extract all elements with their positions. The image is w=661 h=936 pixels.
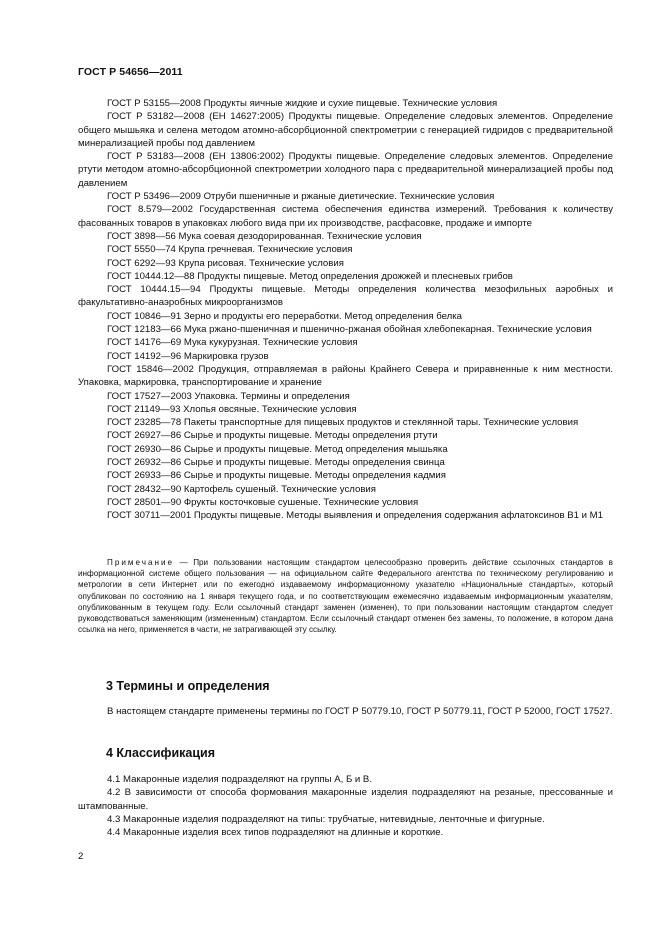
reference-item: ГОСТ 10444.15—94 Продукты пищевые. Методы определения количества мезофильных аэробных и факультативно-анаэробных микроорганизмов (78, 284, 613, 309)
reference-item: ГОСТ 30711—2001 Продукты пищевые. Методы выявления и определения содержания афлатоксинов В1 и М1 (107, 510, 603, 522)
reference-item: ГОСТ 12183—66 Мука ржано-пшеничная и пшенично-ржаная обойная хлебопекарная. Технические условия (107, 324, 592, 336)
reference-item: ГОСТ 23285—78 Пакеты транспортные для пищевых продуктов и стеклянной тары. Технические условия (107, 417, 579, 429)
reference-item: ГОСТ 8.579—2002 Государственная система обеспечения единства измерений. Требования к количеству фасованных товаров в упаковках любого вида при их производстве, расфасовке, продаже и импорте (78, 204, 613, 229)
reference-item: ГОСТ 17527—2003 Упаковка. Термины и определения (107, 390, 350, 402)
reference-item: ГОСТ 14176—69 Мука кукурузная. Технические условия (107, 337, 358, 349)
clause-item: 4.2 В зависимости от способа формования макаронные изделия подразделяют на резаные, прессованные и штампованные. (78, 787, 613, 812)
section-4-heading: 4 Классификация (106, 746, 216, 760)
reference-item: ГОСТ 10444.12—88 Продукты пищевые. Метод определения дрожжей и плесневых грибов (107, 270, 513, 282)
reference-item: ГОСТ 15846—2002 Продукция, отправляемая в районы Крайнего Севера и приравненные к ним местности. Упаковка, маркировка, транспортирование и хранение (78, 363, 613, 389)
reference-item: ГОСТ 26927—86 Сырье и продукты пищевые. Методы определения ртути (107, 430, 438, 442)
reference-item: ГОСТ Р 53496—2009 Отруби пшеничные и ржаные диетические. Технические условия (107, 191, 495, 203)
reference-item: ГОСТ Р 53182—2008 (ЕН 14627:2005) Продукты пищевые. Определение следовых элементов. Определение общего мышьяка и селена методом атомно-абсорбционной спектрометрии с генерацией гидридов с предварительной минерализацией пробы под давлением (78, 111, 613, 149)
note (78, 557, 613, 635)
clause-item: 4.1 Макаронные изделия подразделяют на группы А, Б и В. (107, 774, 372, 785)
reference-item: ГОСТ 26933—86 Сырье и продукты пищевые. Методы определения кадмия (107, 470, 446, 482)
section-3-heading: 3 Термины и определения (106, 679, 270, 693)
section-3-text: В настоящем стандарте применены термины по ГОСТ Р 50779.10, ГОСТ Р 50779.11, ГОСТ Р 52000, ГОСТ 17527. (107, 706, 613, 717)
reference-item: ГОСТ 26932—86 Сырье и продукты пищевые. Методы определения свинца (107, 457, 445, 469)
reference-item: ГОСТ 10846—91 Зерно и продукты его переработки. Метод определения белка (107, 310, 462, 322)
reference-item: ГОСТ 14192—96 Маркировка грузов (107, 350, 269, 362)
section-4-body (78, 773, 613, 839)
reference-item: ГОСТ 26930—86 Сырье и продукты пищевые. Метод определения мышьяка (107, 443, 448, 455)
reference-item: ГОСТ Р 53155—2008 Продукты яичные жидкие и сухие пищевые. Технические условия (107, 98, 498, 109)
page-number: 2 (78, 851, 84, 862)
clause-item: 4.4 Макаронные изделия всех типов подразделяют на длинные и короткие. (107, 827, 444, 839)
clause-item: 4.3 Макаронные изделия подразделяют на типы: трубчатые, нитевидные, ленточные и фигурные. (107, 813, 545, 825)
note-label: Примечание (107, 558, 175, 567)
note-text: — При пользовании настоящим стандартом целесообразно проверить действие ссылочных стандартов в информационной системе общего пользования — на официальном сайте Федерального агентства по техническому регулированию и метрологии в сети Интернет или по ежегодно издаваемому информационному указателю «Национальные стандарты», который опубликован по состоянию на 1 января текущего года, и по соответствующим ежемесячно издаваемым информационным указателям, опубликованным в текущем году. Если ссылочный стандарт заменен (изменен), то при пользовании настоящим стандартом следует руководствоваться заменяющим (измененным) стандартом. Если ссылочный стандарт отменен без замены, то положение, в котором дана ссылка на него, применяется в части, не затрагивающей эту ссылку. (78, 558, 613, 635)
document-header: ГОСТ Р 54656—2011 (78, 66, 183, 78)
reference-item: ГОСТ 28501—90 Фрукты косточковые сушеные. Технические условия (107, 496, 419, 508)
reference-item: ГОСТ 28432—90 Картофель сушеный. Технические условия (107, 483, 376, 495)
reference-item: ГОСТ Р 53183—2008 (ЕН 13806:2002) Продукты пищевые. Определение следовых элементов. Определение ртути методом атомно-абсорбционной спектрометрии холодного пара с предварительной минерализацией пробы под давлением (78, 151, 613, 189)
reference-item: ГОСТ 21149—93 Хлопья овсяные. Технические условия (107, 403, 357, 415)
reference-item: ГОСТ 6292—93 Крупа рисовая. Технические условия (107, 257, 344, 269)
reference-list (78, 97, 613, 523)
reference-item: ГОСТ 5550—74 Крупа гречневая. Технические условия (107, 244, 353, 256)
reference-item: ГОСТ 3898—56 Мука соевая дезодорированная. Технические условия (107, 230, 422, 242)
